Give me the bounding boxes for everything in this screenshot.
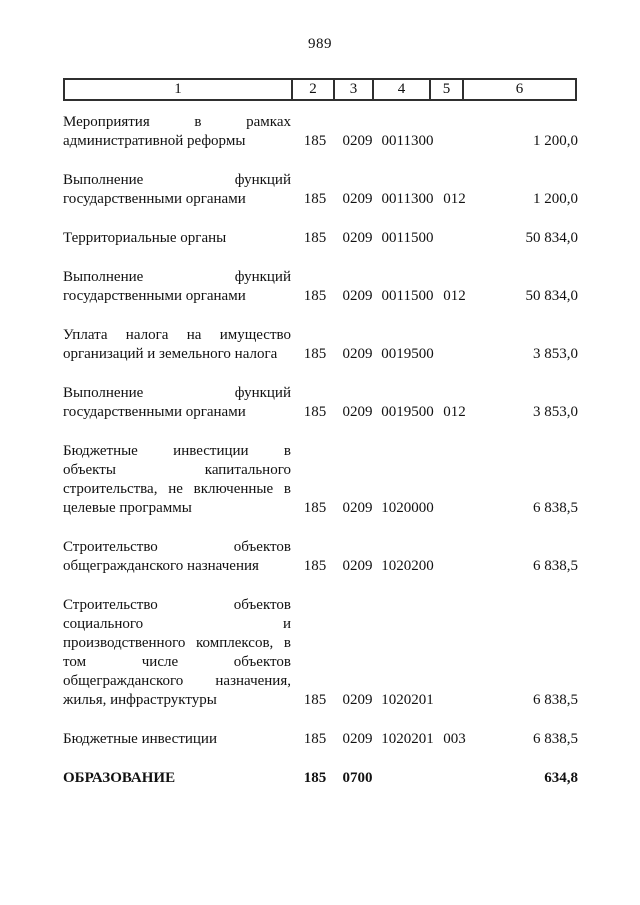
row-label: Выполнение функций государственными органами	[63, 172, 291, 207]
row-label: Строительство объектов общегражданского назначения	[63, 539, 291, 574]
row-label: Уплата налога на имущество организаций и земельного налога	[63, 327, 291, 362]
row-code-section: 0700	[342, 770, 373, 786]
row-code-grbs: 185	[303, 191, 327, 207]
row-code-target-article: 0019500	[381, 404, 434, 420]
row-code-grbs: 185	[303, 731, 327, 747]
table-header-row	[63, 78, 587, 101]
row-code-grbs: 185	[303, 404, 327, 420]
row-label: Бюджетные инвестиции в объекты капитального строительства, не включенные в целевые программы	[63, 443, 291, 516]
column-header-6: 6	[462, 78, 577, 101]
table-row	[63, 769, 587, 788]
row-amount: 6 838,5	[533, 692, 578, 708]
row-code-expense-type: 003	[443, 731, 466, 747]
row-amount: 50 834,0	[525, 288, 578, 304]
row-code-expense-type: 012	[443, 404, 466, 420]
row-label: Бюджетные инвестиции	[63, 731, 217, 747]
row-code-section: 0209	[342, 346, 373, 362]
row-label: Территориальные органы	[63, 230, 227, 246]
row-code-section: 0209	[342, 692, 373, 708]
row-amount: 3 853,0	[533, 404, 578, 420]
column-header-4: 4	[372, 78, 431, 101]
row-amount: 3 853,0	[533, 346, 578, 362]
row-code-section: 0209	[342, 133, 373, 149]
table-row	[63, 730, 587, 749]
table-row	[63, 113, 587, 151]
row-amount: 1 200,0	[533, 191, 578, 207]
row-label: ОБРАЗОВАНИЕ	[63, 770, 176, 786]
row-code-grbs: 185	[303, 288, 327, 304]
row-code-target-article: 1020200	[381, 558, 434, 574]
row-code-target-article: 1020000	[381, 500, 434, 516]
row-code-grbs: 185	[303, 500, 327, 516]
row-code-target-article: 1020201	[381, 692, 434, 708]
row-code-target-article: 1020201	[381, 731, 434, 747]
row-code-expense-type: 012	[443, 288, 466, 304]
column-header-1: 1	[63, 78, 293, 101]
row-amount: 6 838,5	[533, 558, 578, 574]
budget-table	[63, 78, 587, 808]
table-row	[63, 229, 587, 248]
row-code-target-article: 0011300	[381, 191, 434, 207]
row-code-grbs: 185	[303, 770, 327, 786]
table-body	[63, 113, 587, 788]
row-code-section: 0209	[342, 230, 373, 246]
row-label: Выполнение функций государственными органами	[63, 385, 291, 420]
row-amount: 6 838,5	[533, 500, 578, 516]
row-amount: 6 838,5	[533, 731, 578, 747]
row-code-target-article: 0011500	[381, 230, 434, 246]
row-code-target-article: 0011300	[381, 133, 434, 149]
row-label: Строительство объектов социального и производственного комплексов, в том числе объектов общегражданского назначения, жилья, инфраструктуры	[63, 597, 291, 708]
row-code-section: 0209	[342, 191, 373, 207]
table-row	[63, 538, 587, 576]
table-row	[63, 596, 587, 710]
row-amount: 634,8	[544, 770, 578, 786]
row-code-grbs: 185	[303, 230, 327, 246]
row-code-grbs: 185	[303, 346, 327, 362]
column-header-2: 2	[291, 78, 335, 101]
table-row	[63, 326, 587, 364]
row-amount: 1 200,0	[533, 133, 578, 149]
row-code-grbs: 185	[303, 133, 327, 149]
page-number: 989	[308, 36, 332, 52]
row-code-grbs: 185	[303, 692, 327, 708]
row-code-section: 0209	[342, 558, 373, 574]
row-code-section: 0209	[342, 404, 373, 420]
row-code-section: 0209	[342, 500, 373, 516]
row-code-grbs: 185	[303, 558, 327, 574]
table-row	[63, 442, 587, 518]
row-amount: 50 834,0	[525, 230, 578, 246]
table-row	[63, 268, 587, 306]
row-label: Выполнение функций государственными органами	[63, 269, 291, 304]
row-code-expense-type: 012	[443, 191, 466, 207]
row-label: Мероприятия в рамках административной реформы	[63, 114, 291, 149]
table-row	[63, 384, 587, 422]
column-header-3: 3	[333, 78, 374, 101]
column-header-5: 5	[429, 78, 464, 101]
row-code-section: 0209	[342, 288, 373, 304]
row-code-target-article: 0019500	[381, 346, 434, 362]
row-code-section: 0209	[342, 731, 373, 747]
table-row	[63, 171, 587, 209]
row-code-target-article: 0011500	[381, 288, 434, 304]
